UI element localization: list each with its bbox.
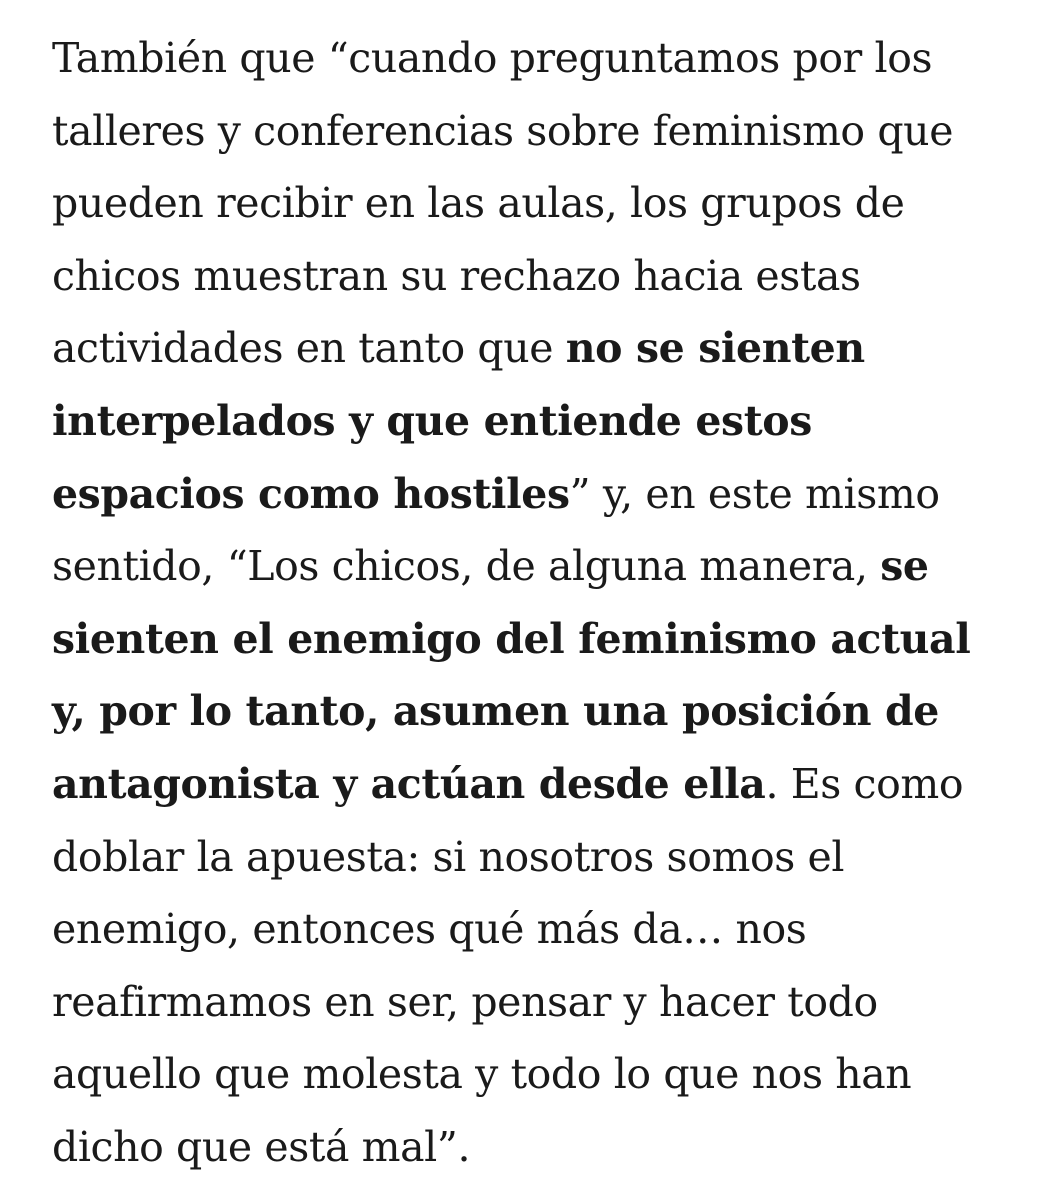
paragraph-line bbox=[52, 603, 1012, 676]
paragraph-line bbox=[52, 167, 1012, 240]
text-segment: enemigo, entonces qué más da… nos bbox=[52, 905, 807, 954]
text-segment: talleres y conferencias sobre feminismo que bbox=[52, 106, 954, 155]
text-segment: aquello que molesta y todo lo que nos han bbox=[52, 1050, 912, 1099]
paragraph-line bbox=[52, 22, 1012, 95]
paragraph-line bbox=[52, 458, 1012, 531]
article-paragraph bbox=[52, 22, 1012, 1184]
text-segment: actividades en tanto que bbox=[52, 324, 566, 373]
paragraph-line bbox=[52, 530, 1012, 603]
text-segment: reafirmamos en ser, pensar y hacer todo bbox=[52, 977, 878, 1026]
paragraph-line bbox=[52, 966, 1012, 1039]
text-segment: sentido, “Los chicos, de alguna manera, bbox=[52, 542, 881, 591]
paragraph-line bbox=[52, 893, 1012, 966]
text-segment: También que “cuando preguntamos por los bbox=[52, 34, 933, 82]
paragraph-line bbox=[52, 748, 1012, 821]
bold-text-segment: interpelados y que entiende estos bbox=[52, 396, 812, 445]
bold-text-segment: se bbox=[880, 542, 929, 591]
text-segment: chicos muestran su rechazo hacia estas bbox=[52, 251, 861, 300]
paragraph-line bbox=[52, 95, 1012, 168]
text-segment: doblar la apuesta: si nosotros somos el bbox=[52, 832, 845, 881]
text-segment: dicho que está mal”. bbox=[52, 1122, 471, 1171]
paragraph-line bbox=[52, 675, 1012, 748]
paragraph-line bbox=[52, 312, 1012, 385]
paragraph-line bbox=[52, 821, 1012, 894]
bold-text-segment: y, por lo tanto, asumen una posición de bbox=[52, 687, 939, 736]
bold-text-segment: espacios como hostiles bbox=[52, 469, 570, 518]
bold-text-segment: sienten el enemigo del feminismo actual bbox=[52, 614, 971, 663]
paragraph-line bbox=[52, 1111, 1012, 1184]
text-segment: ” y, en este mismo bbox=[569, 469, 940, 518]
bold-text-segment: antagonista y actúan desde ella bbox=[52, 759, 766, 808]
text-segment: pueden recibir en las aulas, los grupos de bbox=[52, 179, 905, 228]
bold-text-segment: no se sienten bbox=[565, 324, 865, 373]
paragraph-line bbox=[52, 240, 1012, 313]
paragraph-line bbox=[52, 385, 1012, 458]
paragraph-line bbox=[52, 1038, 1012, 1111]
text-segment: . Es como bbox=[765, 759, 964, 808]
